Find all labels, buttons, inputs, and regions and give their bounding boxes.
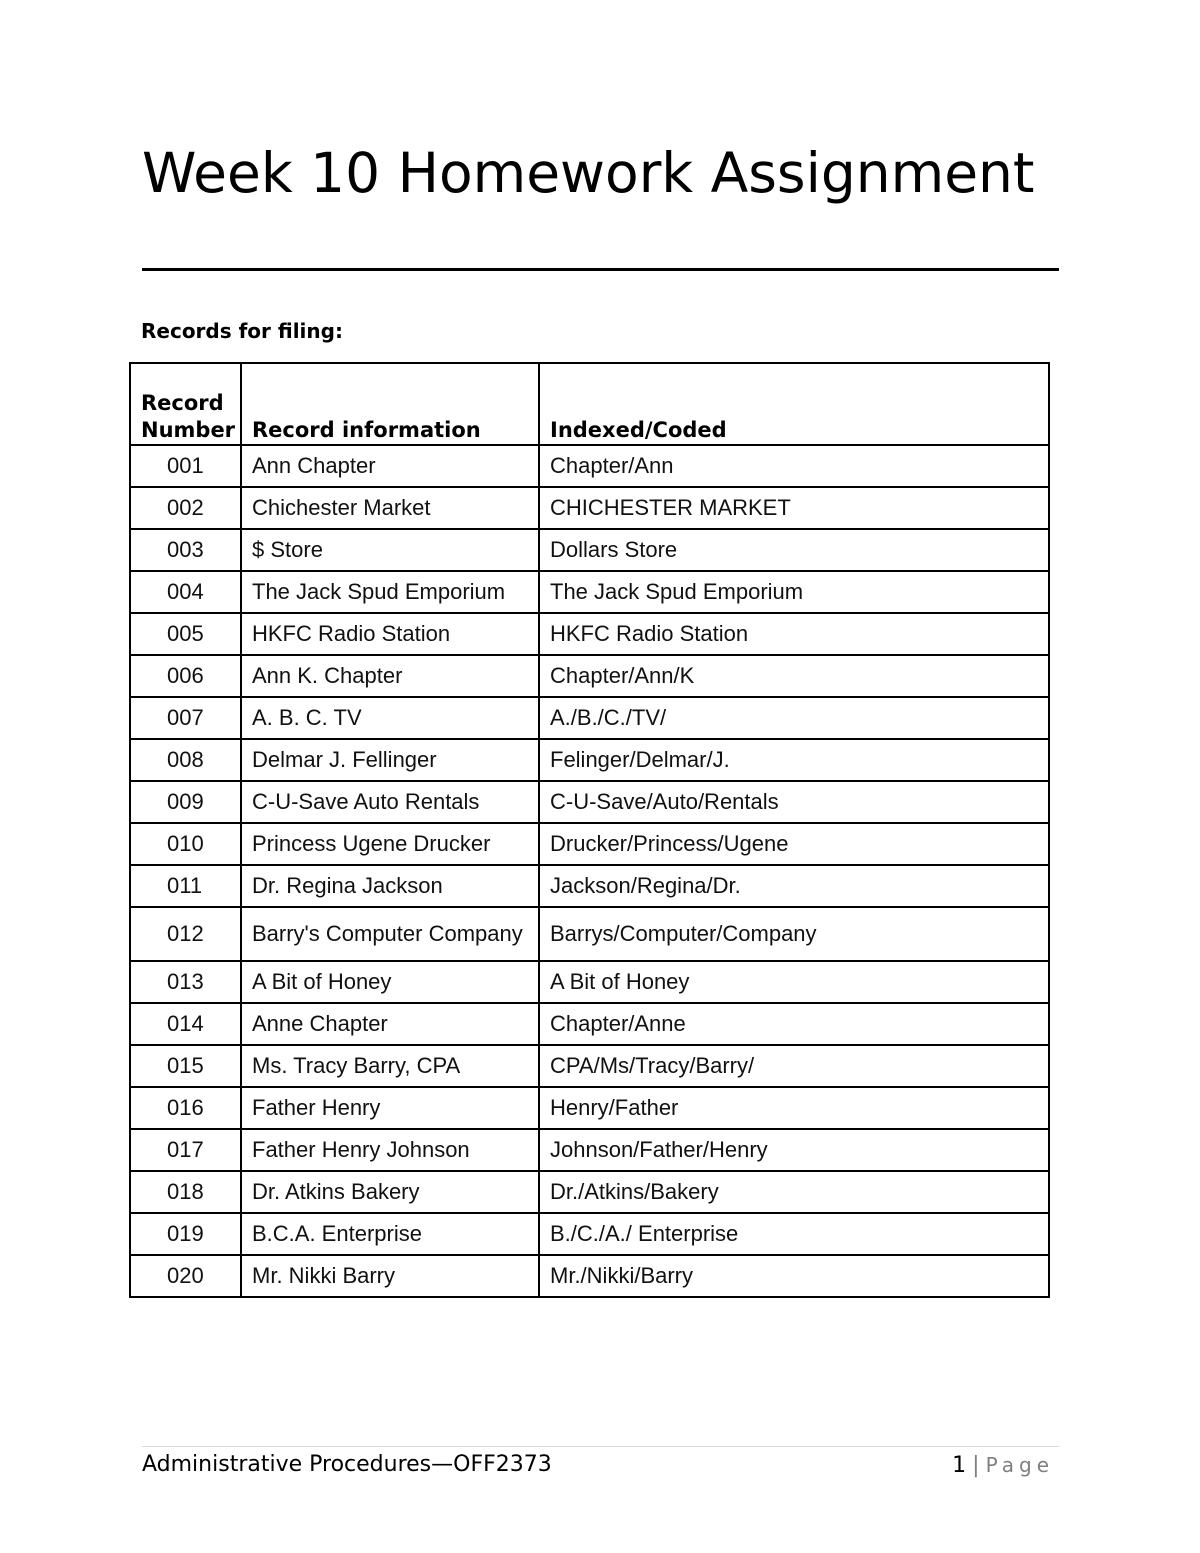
table-header-row <box>130 363 1049 445</box>
record-information-cell: C-U-Save Auto Rentals <box>241 781 539 823</box>
record-number-cell: 003 <box>130 529 241 571</box>
record-information-cell: Delmar J. Fellinger <box>241 739 539 781</box>
indexed-coded-cell: C-U-Save/Auto/Rentals <box>539 781 1049 823</box>
record-information-cell: Anne Chapter <box>241 1003 539 1045</box>
record-information-cell: A. B. C. TV <box>241 697 539 739</box>
record-information-cell: Barry's Computer Company <box>241 907 539 961</box>
table-row <box>130 739 1049 781</box>
table-row <box>130 613 1049 655</box>
record-number-cell: 011 <box>130 865 241 907</box>
indexed-coded-cell: Felinger/Delmar/J. <box>539 739 1049 781</box>
footer-divider <box>142 1446 1059 1447</box>
record-number-cell: 019 <box>130 1213 241 1255</box>
record-information-cell: Ann Chapter <box>241 445 539 487</box>
indexed-coded-cell: Drucker/Princess/Ugene <box>539 823 1049 865</box>
record-number-cell: 006 <box>130 655 241 697</box>
table-row <box>130 1255 1049 1297</box>
indexed-coded-cell: Henry/Father <box>539 1087 1049 1129</box>
indexed-coded-cell: Mr./Nikki/Barry <box>539 1255 1049 1297</box>
record-information-cell: Ms. Tracy Barry, CPA <box>241 1045 539 1087</box>
record-number-cell: 012 <box>130 907 241 961</box>
record-information-cell: $ Store <box>241 529 539 571</box>
header-indexed-coded: Indexed/Coded <box>539 363 1049 445</box>
indexed-coded-cell: Chapter/Ann <box>539 445 1049 487</box>
indexed-coded-cell: B./C./A./ Enterprise <box>539 1213 1049 1255</box>
record-information-cell: Ann K. Chapter <box>241 655 539 697</box>
table-row <box>130 1045 1049 1087</box>
record-information-cell: Chichester Market <box>241 487 539 529</box>
indexed-coded-cell: CHICHESTER MARKET <box>539 487 1049 529</box>
indexed-coded-cell: A Bit of Honey <box>539 961 1049 1003</box>
table-row <box>130 1213 1049 1255</box>
records-table <box>129 362 1050 1298</box>
record-information-cell: B.C.A. Enterprise <box>241 1213 539 1255</box>
record-number-cell: 005 <box>130 613 241 655</box>
record-number-cell: 010 <box>130 823 241 865</box>
page-word: Page <box>985 1453 1054 1477</box>
record-number-cell: 008 <box>130 739 241 781</box>
record-information-cell: Father Henry Johnson <box>241 1129 539 1171</box>
table-row <box>130 1129 1049 1171</box>
footer-course-label: Administrative Procedures—OFF2373 <box>142 1452 552 1477</box>
table-row <box>130 1003 1049 1045</box>
record-information-cell: Mr. Nikki Barry <box>241 1255 539 1297</box>
page-separator: | <box>972 1453 980 1478</box>
indexed-coded-cell: CPA/Ms/Tracy/Barry/ <box>539 1045 1049 1087</box>
table-row <box>130 655 1049 697</box>
indexed-coded-cell: Dollars Store <box>539 529 1049 571</box>
table-row <box>130 529 1049 571</box>
record-number-cell: 015 <box>130 1045 241 1087</box>
table-row <box>130 487 1049 529</box>
record-information-cell: Father Henry <box>241 1087 539 1129</box>
table-row <box>130 781 1049 823</box>
table-row <box>130 445 1049 487</box>
indexed-coded-cell: HKFC Radio Station <box>539 613 1049 655</box>
record-number-cell: 002 <box>130 487 241 529</box>
record-number-cell: 016 <box>130 1087 241 1129</box>
record-information-cell: Dr. Atkins Bakery <box>241 1171 539 1213</box>
table-row <box>130 865 1049 907</box>
record-information-cell: HKFC Radio Station <box>241 613 539 655</box>
table-row <box>130 907 1049 961</box>
indexed-coded-cell: Chapter/Anne <box>539 1003 1049 1045</box>
record-information-cell: Princess Ugene Drucker <box>241 823 539 865</box>
record-number-cell: 009 <box>130 781 241 823</box>
table-row <box>130 571 1049 613</box>
record-number-cell: 018 <box>130 1171 241 1213</box>
section-label: Records for filing: <box>141 319 343 343</box>
table-row <box>130 823 1049 865</box>
indexed-coded-cell: The Jack Spud Emporium <box>539 571 1049 613</box>
header-record-number: Record Number <box>130 363 241 445</box>
table-row <box>130 697 1049 739</box>
record-number-cell: 013 <box>130 961 241 1003</box>
records-table-body <box>130 445 1049 1297</box>
record-number-cell: 007 <box>130 697 241 739</box>
record-number-cell: 017 <box>130 1129 241 1171</box>
indexed-coded-cell: A./B./C./TV/ <box>539 697 1049 739</box>
indexed-coded-cell: Jackson/Regina/Dr. <box>539 865 1049 907</box>
footer-page-indicator <box>952 1450 1054 1481</box>
record-number-cell: 014 <box>130 1003 241 1045</box>
title-divider <box>142 268 1059 271</box>
indexed-coded-cell: Barrys/Computer/Company <box>539 907 1049 961</box>
record-information-cell: A Bit of Honey <box>241 961 539 1003</box>
header-record-information: Record information <box>241 363 539 445</box>
record-number-cell: 020 <box>130 1255 241 1297</box>
record-number-cell: 004 <box>130 571 241 613</box>
indexed-coded-cell: Johnson/Father/Henry <box>539 1129 1049 1171</box>
page-number: 1 <box>952 1453 967 1478</box>
indexed-coded-cell: Dr./Atkins/Bakery <box>539 1171 1049 1213</box>
record-information-cell: The Jack Spud Emporium <box>241 571 539 613</box>
record-information-cell: Dr. Regina Jackson <box>241 865 539 907</box>
table-row <box>130 1087 1049 1129</box>
page-title: Week 10 Homework Assignment <box>142 141 1035 205</box>
table-row <box>130 1171 1049 1213</box>
indexed-coded-cell: Chapter/Ann/K <box>539 655 1049 697</box>
record-number-cell: 001 <box>130 445 241 487</box>
table-row <box>130 961 1049 1003</box>
